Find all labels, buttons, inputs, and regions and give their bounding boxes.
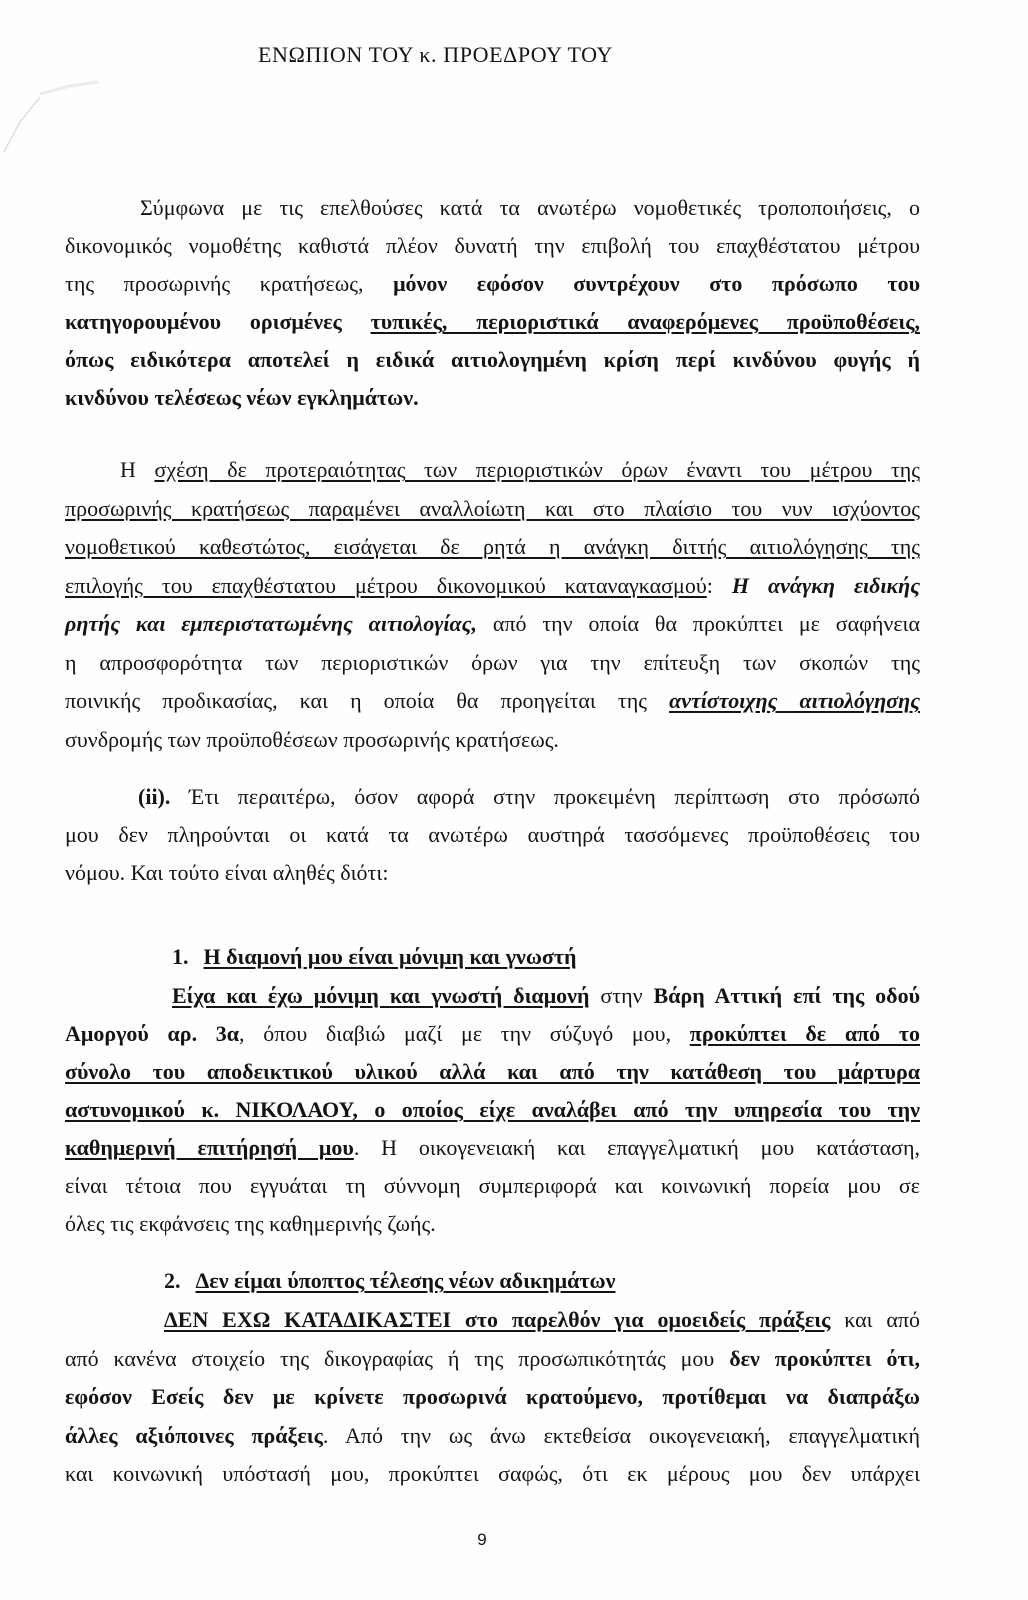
paragraph-2 — [65, 451, 920, 759]
body-text: ποινικής προδικασίας, και η οποία θα προηγείται της — [65, 688, 670, 713]
paragraph-line — [65, 721, 920, 760]
bold-italic-text: ρητής και εμπεριστατωμένης αιτιολογίας, — [65, 611, 477, 636]
paragraph-line — [65, 379, 920, 417]
bold-text: εφόσον Εσείς δεν με κρίνετε προσωρινά κρατούμενο, προτίθεμαι να διαπράξω — [65, 1384, 920, 1409]
point-marker: (ii). — [138, 784, 171, 809]
paragraph-line — [65, 1167, 920, 1205]
paragraph-line — [65, 227, 920, 265]
item-2-body — [65, 1301, 920, 1494]
body-text: συνδρομής των προϋποθέσεων προσωρινής κρατήσεως. — [65, 726, 559, 752]
paragraph-line — [65, 265, 920, 303]
paragraph-line — [65, 977, 920, 1015]
paragraph-line — [65, 528, 920, 567]
paragraph-line — [65, 1205, 920, 1243]
item-1-heading — [65, 938, 920, 976]
bold-text: όπως ειδικότερα αποτελεί η ειδικά αιτιολογημένη κρίση περί κινδύνου φυγής ή — [65, 347, 920, 372]
body-text: από κανένα στοιχείο της δικογραφίας ή της προσωπικότητάς μου — [65, 1345, 730, 1371]
paragraph-line — [65, 567, 920, 606]
body-text: : — [706, 572, 732, 598]
paragraph-line — [65, 644, 920, 683]
paragraph-line — [65, 189, 920, 227]
paragraph-line — [65, 1015, 920, 1053]
bold-text: δεν προκύπτει ότι, — [729, 1345, 921, 1371]
paragraph-line — [65, 1091, 920, 1129]
underlined-text: επιλογής του επαχθέστατου μέτρου δικονομικού καταναγκασμού — [65, 572, 707, 598]
body-text: μου δεν πληρούνται οι κατά τα ανωτέρω αυστηρά τασσόμενες προϋποθέσεις του — [65, 822, 920, 847]
list-number: 1. — [172, 944, 189, 969]
body-text: από την οποία θα προκύπτει με σαφήνεια — [476, 611, 921, 636]
heading-text: Δεν είμαι ύποπτος τέλεσης νέων αδικημάτων — [195, 1268, 616, 1293]
paragraph-line — [65, 816, 920, 854]
body-text: στην — [589, 983, 654, 1008]
bold-text: μόνον εφόσον συντρέχουν στο πρόσωπο του — [393, 271, 920, 296]
page-header: ΕΝΩΠΙΟΝ ΤΟΥ κ. ΠΡΟΕΔΡΟΥ ΤΟΥ — [258, 42, 613, 67]
body-text: και από — [830, 1307, 920, 1332]
bold-underlined-text: σύνολο του αποδεικτικού υλικού αλλά και από την κατάθεση του μάρτυρα — [65, 1059, 920, 1084]
item-2-heading — [65, 1262, 920, 1300]
body-text: . Από την ως άνω εκτεθείσα οικογενειακή, επαγγελματική — [322, 1422, 920, 1448]
paragraph-line — [65, 1340, 920, 1379]
body-text: είναι τέτοια που εγγυάται τη σύννομη συμπεριφορά και κοινωνική πορεία μου σε — [65, 1173, 920, 1198]
paragraph-line — [65, 341, 920, 379]
paragraph-1 — [65, 189, 920, 417]
body-text: , όπου διαβιώ μαζί με την σύζυγό μου, — [239, 1021, 690, 1046]
section-heading — [65, 1262, 920, 1300]
bold-underlined-text: Είχα και έχω μόνιμη και γνωστή διαμονή — [172, 983, 590, 1008]
list-number: 2. — [164, 1268, 181, 1293]
body-text: Η — [120, 457, 155, 482]
paragraph-line — [65, 854, 920, 892]
body-text: της προσωρινής κρατήσεως, — [65, 271, 394, 296]
bold-text: Αμοργού αρ. 3α — [65, 1021, 240, 1046]
body-text: νόμου. Και τούτο είναι αληθές διότι: — [65, 860, 389, 885]
bold-text: κατηγορουμένου ορισμένες — [65, 309, 371, 334]
paragraph-line — [65, 778, 920, 816]
bold-underlined-text: αστυνομικού κ. ΝΙΚΟΛΑΟΥ, ο οποίος είχε αναλάβει από την υπηρεσία του την — [65, 1097, 920, 1122]
paragraph-line — [65, 1053, 920, 1091]
page-number: 9 — [477, 1530, 487, 1549]
item-1-body — [65, 977, 920, 1243]
body-text: όλες τις εκφάνσεις της καθημερινής ζωής. — [65, 1211, 436, 1236]
body-text: . Η οικογενειακή και επαγγελματική μου κατάσταση, — [353, 1135, 920, 1160]
underlined-text: σχέση δε προτεραιότητας των περιοριστικών όρων έναντι του μέτρου της — [154, 457, 920, 482]
bold-italic-text: Η ανάγκη ειδικής — [731, 572, 920, 598]
paragraph-line — [65, 605, 920, 644]
bold-underlined-text: τυπικές, περιοριστικά αναφερόμενες προϋποθέσεις, — [370, 309, 920, 334]
paragraph-3 — [65, 778, 920, 892]
bold-text: Βάρη Αττική επί της οδού — [653, 983, 921, 1008]
body-text: δικονομικός νομοθέτης καθιστά πλέον δυνατή την επιβολή του επαχθέστατου μέτρου — [65, 233, 920, 258]
paragraph-line — [65, 1417, 920, 1456]
body-text: Σύμφωνα με τις επελθούσες κατά τα ανωτέρω νομοθετικές τροποποιήσεις, ο — [140, 195, 920, 220]
bold-underlined-text: καθημερινή επιτήρησή μου — [65, 1135, 354, 1160]
bold-underlined-text: ΔΕΝ ΕΧΩ ΚΑΤΑΔΙΚΑΣΤΕΙ στο παρελθόν για ομοειδείς πράξεις — [164, 1307, 831, 1332]
heading-text: Η διαμονή μου είναι μόνιμη και γνωστή — [203, 944, 577, 969]
scan-mark — [0, 0, 120, 170]
body-text: Έτι περαιτέρω, όσον αφορά στην προκειμένη περίπτωση στο πρόσωπό — [170, 784, 920, 809]
bold-text: άλλες αξιόποινες πράξεις — [65, 1422, 323, 1448]
paragraph-line — [65, 490, 920, 529]
bold-italic-underlined-text: αντίστοιχης αιτιολόγησης — [669, 688, 921, 713]
paragraph-line — [65, 1378, 920, 1417]
paragraph-line — [65, 682, 920, 721]
bold-text: κινδύνου τελέσεως νέων εγκλημάτων. — [65, 385, 419, 410]
bold-underlined-text: προκύπτει δε από το — [689, 1021, 920, 1046]
paragraph-line — [65, 1455, 920, 1494]
paragraph-line — [65, 1129, 920, 1167]
underlined-text: προσωρινής κρατήσεως παραμένει αναλλοίωτη και στο πλαίσιο του νυν ισχύοντος — [65, 495, 920, 521]
body-text: η απροσφορότητα των περιοριστικών όρων για την επίτευξη των σκοπών της — [65, 649, 920, 675]
body-text: και κοινωνική υπόστασή μου, προκύπτει σαφώς, ότι εκ μέρους μου δεν υπάρχει — [65, 1461, 920, 1486]
paragraph-line — [65, 1301, 920, 1340]
paragraph-line — [65, 451, 920, 490]
paragraph-line — [65, 303, 920, 341]
section-heading — [65, 938, 920, 976]
underlined-text: νομοθετικού καθεστώτος, εισάγεται δε ρητά η ανάγκη διττής αιτιολόγησης της — [65, 534, 920, 559]
